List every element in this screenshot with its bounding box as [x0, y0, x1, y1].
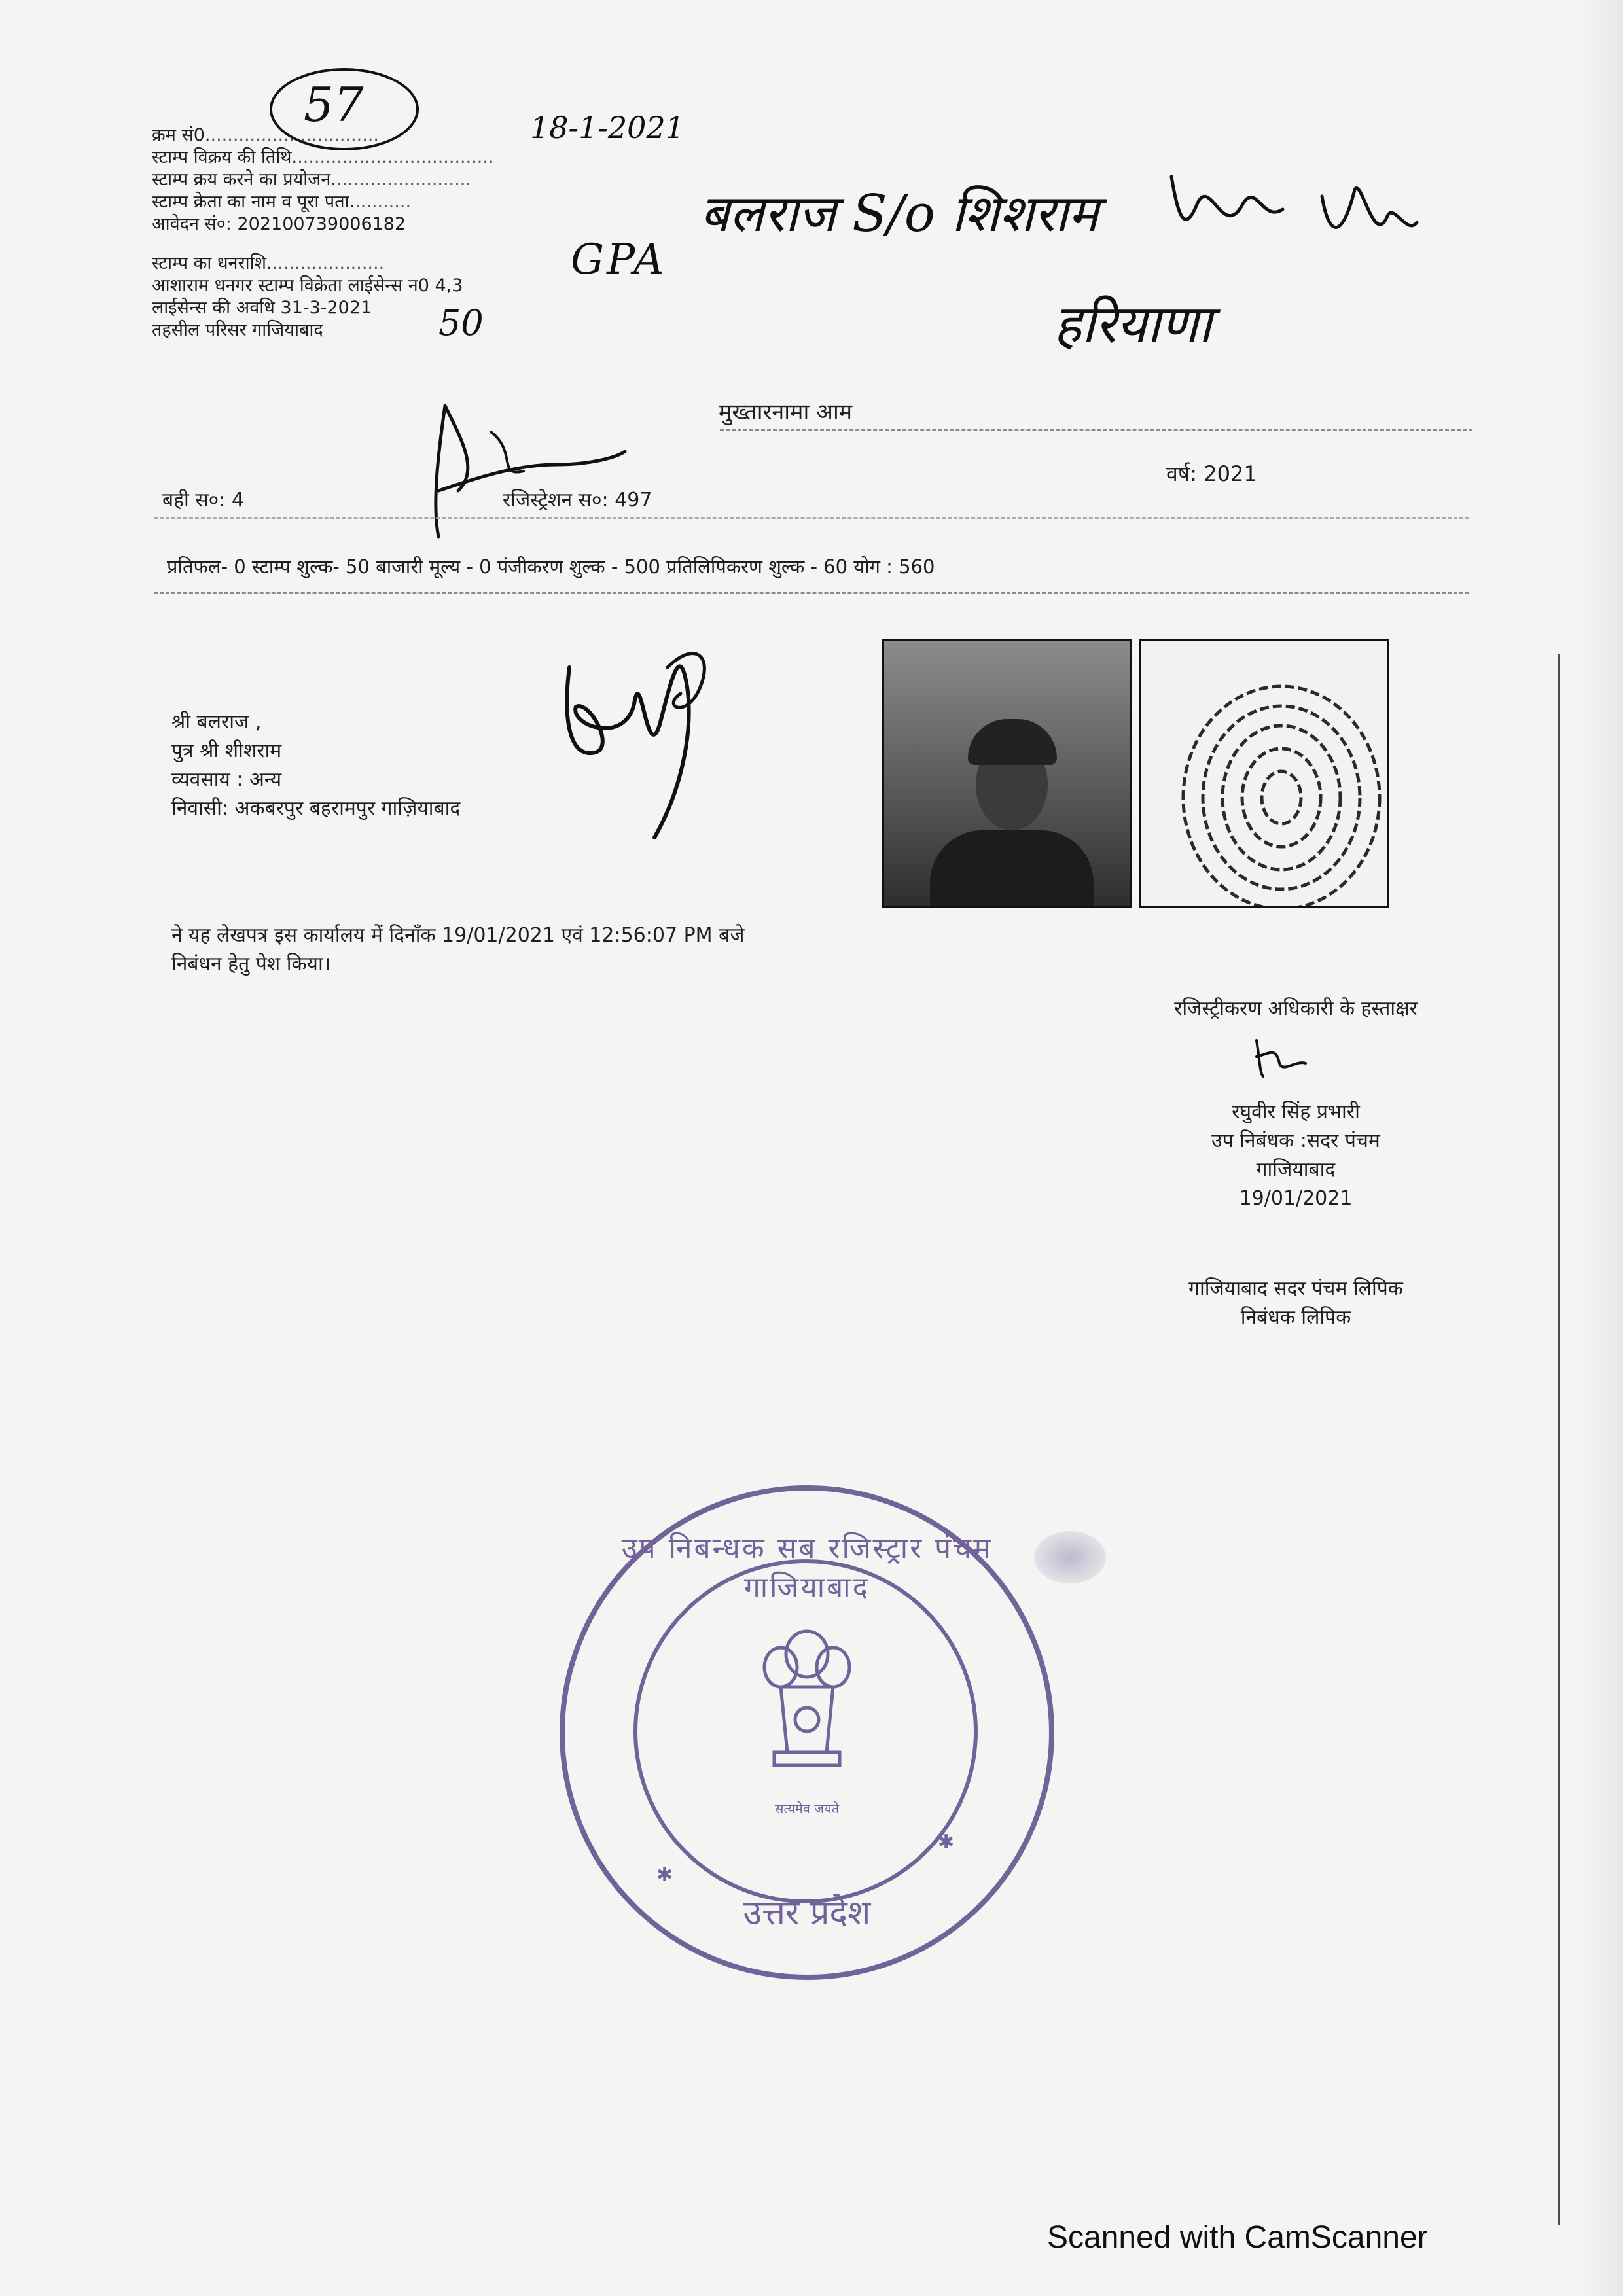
presentation-text-2: निबंधन हेतु पेश किया। [171, 953, 331, 976]
officer-details [1060, 1098, 1531, 1213]
thumbprint-icon [1141, 641, 1387, 906]
seal-bottom-text: उत्तर प्रदेश [743, 1894, 871, 1933]
registration-number: रजिस्ट्रेशन स०: 497 [503, 489, 652, 512]
clerk-line-2: निबंधक लिपिक [1240, 1306, 1351, 1329]
stamp-line-license [152, 297, 688, 319]
divider-bottom [154, 592, 1469, 594]
registration-year: वर्ष: 2021 [1166, 461, 1257, 486]
divider-top [720, 429, 1472, 431]
stamp-vendor-block [152, 124, 688, 342]
presenter-occupation: व्यवसाय : अन्य [171, 768, 282, 791]
stamp-label: क्रम सं0. [152, 125, 211, 145]
stamp-label: स्टाम्प का धनराशि. [152, 253, 272, 274]
book-number: बही स०: 4 [162, 489, 244, 512]
ink-smudge [1034, 1531, 1106, 1583]
stamp-label: स्टाम्प क्रय करने का प्रयोजन. [152, 169, 336, 190]
presentation-statement [171, 921, 744, 979]
stamp-label: स्टाम्प क्रेता का नाम व पूरा पता. [152, 192, 355, 212]
stamp-line-sale-date: स्टाम्प विक्रय की तिथि.................................... [152, 147, 494, 168]
clerk-line-1: गाजियाबाद सदर पंचम लिपिक [1188, 1277, 1403, 1300]
stamp-line-serial: क्रम सं0............................... [152, 125, 379, 145]
stamp-line-buyer: स्टाम्प क्रेता का नाम व पूरा पता........... [152, 192, 412, 212]
divider-mid [154, 517, 1469, 519]
circled-serial-number [270, 68, 419, 150]
stamp-line-amount: स्टाम्प का धनराशि..................... [152, 253, 385, 274]
stamp-label: लाईसेन्स की अवधि 31-3-2021 [152, 298, 372, 318]
seal-outer-text: उप निबन्धक सब रजिस्ट्रार पंचम गाजियाबाद [621, 1532, 993, 1604]
official-seal [560, 1485, 1054, 1980]
officer-city: गाजियाबाद [1256, 1158, 1336, 1181]
fees-line: प्रतिफल- 0 स्टाम्प शुल्क- 50 बाजारी मूल्य - 0 पंजीकरण शुल्क - 500 प्रतिलिपिकरण शुल्क - 60 योग : 560 [167, 556, 935, 578]
page-fold-line [1558, 654, 1560, 2225]
stamp-label: आशाराम धनगर स्टाम्प विक्रेता लाईसेन्स न0 4,3 [152, 275, 463, 296]
stamp-label: आवेदन सं०: 202100739006182 [152, 214, 406, 234]
thumbprint-box [1139, 639, 1389, 908]
stamp-line-tehsil [152, 319, 688, 342]
presentation-text-1: ने यह लेखपत्र इस कार्यालय में दिनाँक 19/01/2021 एवं 12:56:07 PM बजे [171, 924, 745, 947]
photo-cap [968, 719, 1057, 765]
officer-name: रघुवीर सिंह प्रभारी [1232, 1101, 1360, 1123]
page-shadow-right [1584, 0, 1623, 2296]
presenter-signature [550, 628, 733, 844]
handwritten-buyer-place: हरियाणा [1054, 294, 1212, 355]
handwritten-date: 18-1-2021 [530, 110, 685, 145]
stamp-line-purpose: स्टाम्प क्रय करने का प्रयोजन......................... [152, 169, 471, 190]
presenter-father: पुत्र श्री शीशराम [171, 739, 282, 762]
officer-date: 19/01/2021 [1239, 1187, 1353, 1210]
scanner-watermark: Scanned with CamScanner [1047, 2220, 1428, 2255]
presenter-photo [882, 639, 1132, 908]
seal-motto: सत्यमेव जयते [774, 1801, 840, 1816]
handwritten-amount: 50 [438, 302, 484, 344]
handwritten-buyer-name: बलराज S/o शिशराम [700, 185, 1099, 243]
document-type: मुख्तारनामा आम [719, 399, 853, 425]
stamp-line-application [152, 213, 688, 236]
presenter-address: निवासी: अकबरपुर बहरामपुर गाज़ियाबाद [171, 797, 461, 820]
stamp-label: तहसील परिसर गाजियाबाद [152, 320, 323, 340]
scribble-mark [1158, 164, 1420, 255]
vendor-signature [419, 393, 628, 543]
officer-designation: उप निबंधक :सदर पंचम [1211, 1129, 1380, 1152]
officer-block [1060, 995, 1531, 1023]
photo-body [930, 830, 1094, 908]
handwritten-gpa: GPA [571, 236, 667, 284]
officer-initials [1250, 1034, 1309, 1080]
seal-star-left-icon: ✱ [656, 1863, 673, 1886]
seal-star-right-icon: ✱ [938, 1831, 955, 1854]
serial-number-text: 57 [304, 77, 364, 132]
seal-emblem-icon [761, 1621, 853, 1792]
stamp-label: स्टाम्प विक्रय की तिथि. [152, 147, 298, 168]
officer-heading: रजिस्ट्रीकरण अधिकारी के हस्ताक्षर [1174, 997, 1418, 1020]
presenter-name: श्री बलराज , [171, 711, 262, 733]
clerk-block [1060, 1275, 1531, 1332]
presenter-details [171, 708, 460, 823]
